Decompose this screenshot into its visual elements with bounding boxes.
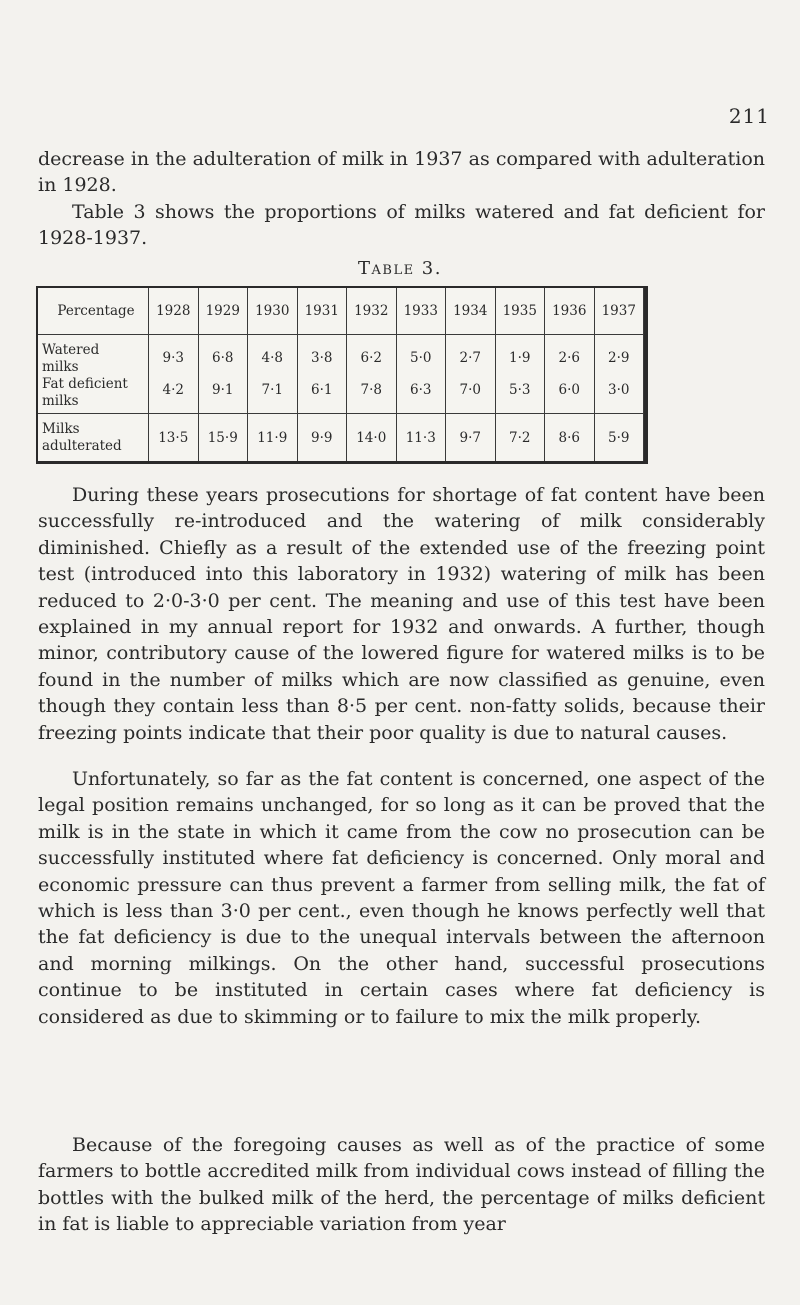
header-year: 1934 xyxy=(446,287,496,335)
table-cell: 5·0 6·3 xyxy=(396,335,446,414)
table-cell: 15·9 xyxy=(198,414,248,463)
table-cell: 7·2 xyxy=(495,414,545,463)
label-watered-1: Watered xyxy=(42,342,100,358)
header-year: 1935 xyxy=(495,287,545,335)
header-year: 1930 xyxy=(248,287,298,335)
header-year: 1933 xyxy=(396,287,446,335)
table-cell: 9·3 4·2 xyxy=(149,335,199,414)
header-year: 1929 xyxy=(198,287,248,335)
table-cell: 3·8 6·1 xyxy=(297,335,347,414)
table-cell: 1·9 5·3 xyxy=(495,335,545,414)
header-percentage: Percentage xyxy=(37,287,149,335)
data-table xyxy=(36,286,644,464)
table-cell: 11·3 xyxy=(396,414,446,463)
row-label-watered-fat xyxy=(37,335,149,414)
table-header-row xyxy=(37,287,644,335)
paragraph-2: Table 3 shows the proportions of milks watered and fat deficient for 1928-1937. xyxy=(38,201,765,250)
label-adulterated-1: Milks xyxy=(42,420,80,437)
table-cell: 5·9 xyxy=(594,414,644,463)
table-cell: 2·9 3·0 xyxy=(594,335,644,414)
page-number: 211 xyxy=(728,104,770,128)
table-row-watered-fat xyxy=(37,335,644,414)
table-row-adulterated xyxy=(37,414,644,463)
table-cell: 11·9 xyxy=(248,414,298,463)
row-label-adulterated xyxy=(37,414,149,463)
header-year: 1932 xyxy=(347,287,397,335)
header-year: 1936 xyxy=(545,287,595,335)
table-cell: 14·0 xyxy=(347,414,397,463)
table-title: Table 3. xyxy=(358,258,442,279)
table-cell: 6·2 7·8 xyxy=(347,335,397,414)
label-fat-2: milks xyxy=(42,393,79,409)
paragraph-5: Because of the foregoing causes as well as of the practice of some farmers to bottle accredited milk from individual cows instead of filling the bottles with the bulked milk of the herd, the percentage of milks deficient in fat is liable to appreciable variation from year xyxy=(38,1134,765,1236)
table-cell: 2·6 6·0 xyxy=(545,335,595,414)
label-adulterated-2: adulterated xyxy=(42,437,122,454)
table-cell: 4·8 7·1 xyxy=(248,335,298,414)
table-cell: 2·7 7·0 xyxy=(446,335,496,414)
table-cell: 6·8 9·1 xyxy=(198,335,248,414)
table-3 xyxy=(36,286,644,464)
paragraph-1: decrease in the adulteration of milk in 1937 as compared with adulteration in 1928. xyxy=(38,148,765,197)
header-year: 1928 xyxy=(149,287,199,335)
header-year: 1937 xyxy=(594,287,644,335)
label-watered-2: milks xyxy=(42,359,79,375)
paragraph-4: Unfortunately, so far as the fat content is concerned, one aspect of the legal position remains unchanged, for so long as it can be proved that the milk is in the state in which it came from the cow no prosecution can be successfully instituted where fat deficiency is concerned. Only moral and economic pressure can thus prevent a farmer from selling milk, the fat of which is less than 3·0 per cent., even though he knows perfectly well that the fat deficiency is due to the unequal intervals between the afternoon and morning milkings. On the other hand, successful prosecutions continue to be instituted in certain cases where fat deficiency is considered as due to skimming or to failure to mix the milk properly. xyxy=(38,768,765,1028)
header-year: 1931 xyxy=(297,287,347,335)
label-fat-1: Fat deficient xyxy=(42,376,128,392)
table-cell: 9·9 xyxy=(297,414,347,463)
table-cell: 9·7 xyxy=(446,414,496,463)
table-cell: 8·6 xyxy=(545,414,595,463)
table-cell: 13·5 xyxy=(149,414,199,463)
paragraph-3: During these years prosecutions for shortage of fat content have been successfully re-introduced and the watering of milk considerably diminished. Chiefly as a result of the extended use of the freezing point test (introduced into this laboratory in 1932) watering of milk has been reduced to 2·0-3·0 per cent. The meaning and use of this test have been explained in my annual report for 1932 and onwards. A further, though minor, contributory cause of the lowered figure for watered milks is to be found in the number of milks which are now classified as genuine, even though they contain less than 8·5 per cent. non-fatty solids, because their freezing points indicate that their poor quality is due to natural causes. xyxy=(38,484,765,744)
